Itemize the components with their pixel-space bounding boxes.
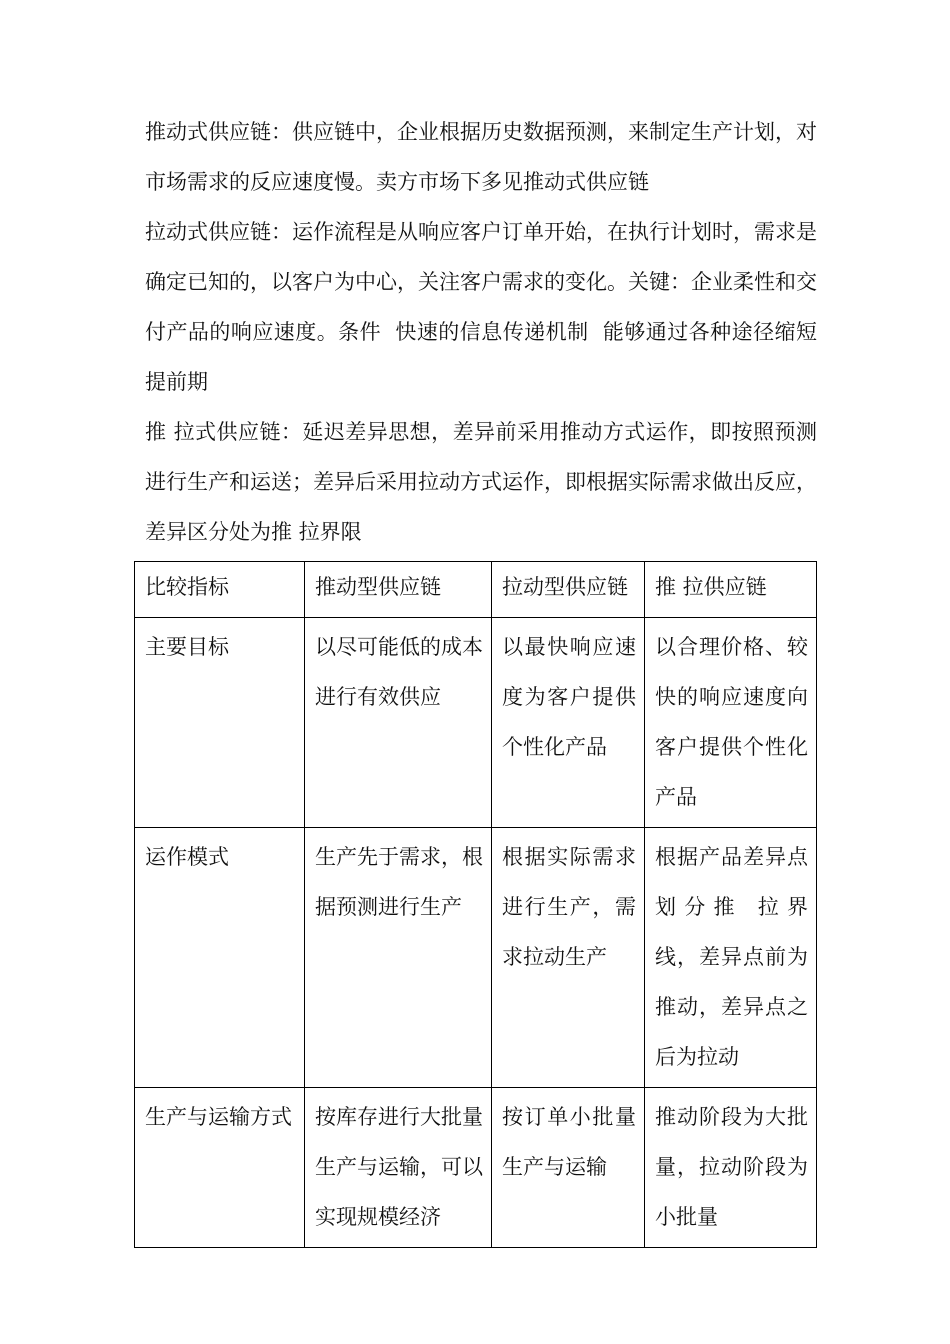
table-cell: 按订单小批量生产与运输 (492, 1088, 645, 1248)
table-cell: 按库存进行大批量生产与运输，可以实现规模经济 (305, 1088, 492, 1248)
table-row (135, 1088, 817, 1248)
table-cell: 生产与运输方式 (135, 1088, 305, 1248)
table-cell: 根据实际需求进行生产，需求拉动生产 (492, 828, 645, 1088)
table-cell: 以合理价格、较快的响应速度向客户提供个性化产品 (645, 618, 817, 828)
paragraph-pull-supply-chain: 拉动式供应链：运作流程是从响应客户订单开始，在执行计划时，需求是确定已知的，以客户为中心，关注客户需求的变化。关键：企业柔性和交付产品的响应速度。条件 快速的信息传递机制 能够通过各种途径缩短提前期 (145, 220, 817, 394)
comparison-table (134, 561, 817, 1248)
header-cell-push-pull: 推 拉供应链 (645, 562, 817, 618)
table-header-row (135, 562, 817, 618)
table-row (135, 618, 817, 828)
header-cell-indicator: 比较指标 (135, 562, 305, 618)
table-cell: 以尽可能低的成本进行有效供应 (305, 618, 492, 828)
table-row (135, 828, 817, 1088)
header-cell-push: 推动型供应链 (305, 562, 492, 618)
paragraph-push-pull-supply-chain: 推 拉式供应链：延迟差异思想，差异前采用推动方式运作，即按照预测进行生产和运送；差异后采用拉动方式运作，即根据实际需求做出反应，差异区分处为推 拉界限 (145, 420, 817, 544)
table-cell: 以最快响应速度为客户提供个性化产品 (492, 618, 645, 828)
table-cell: 根据产品差异点划分推 拉界线，差异点前为推动，差异点之后为拉动 (645, 828, 817, 1088)
table-cell: 运作模式 (135, 828, 305, 1088)
paragraph-push-supply-chain: 推动式供应链：供应链中，企业根据历史数据预测，来制定生产计划，对市场需求的反应速度慢。卖方市场下多见推动式供应链 (145, 120, 817, 194)
table-cell: 主要目标 (135, 618, 305, 828)
document-body (145, 107, 817, 557)
header-cell-pull: 拉动型供应链 (492, 562, 645, 618)
table-cell: 推动阶段为大批量，拉动阶段为小批量 (645, 1088, 817, 1248)
table-cell: 生产先于需求，根据预测进行生产 (305, 828, 492, 1088)
